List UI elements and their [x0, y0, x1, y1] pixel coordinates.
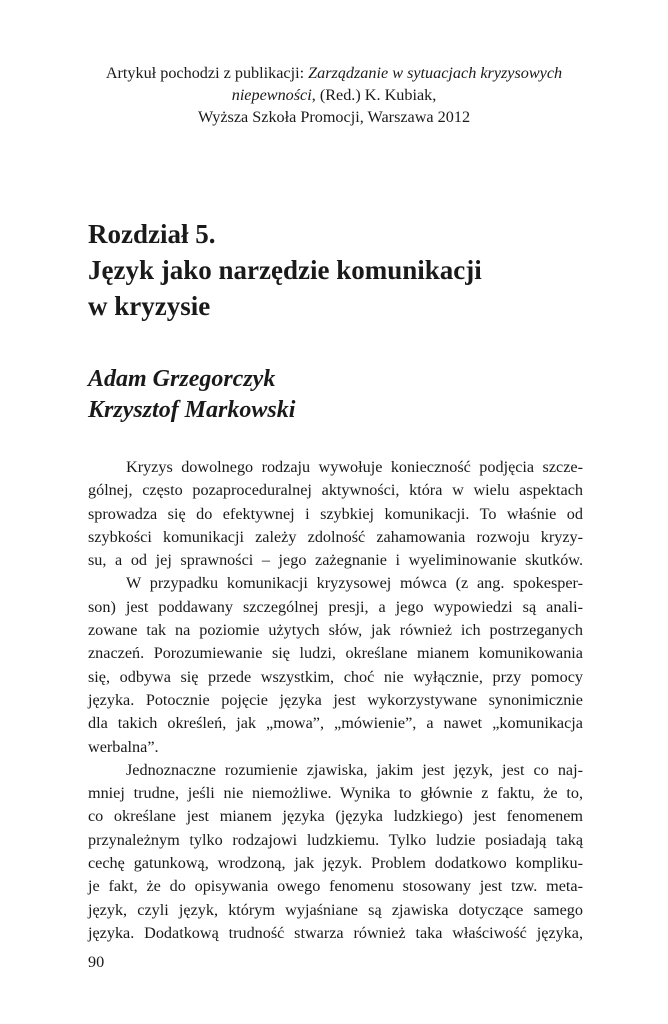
header-prefix: Artykuł pochodzi z publikacji: — [105, 64, 309, 82]
header-title-part-2: niepewności — [231, 86, 312, 104]
text-line: się, odbywa się przede wszystkim, choć nie wyłącznie, przy pomocy — [88, 667, 583, 686]
text-line: mniej trudne, jeśli nie niemożliwe. Wynika to głównie z faktu, że to, — [88, 784, 583, 803]
chapter-title — [88, 216, 608, 324]
author-name: Krzysztof Markowski — [88, 397, 296, 423]
author-name: Adam Grzegorczyk — [88, 366, 276, 392]
body-text — [88, 456, 583, 945]
chapter-number: Rozdział 5. — [88, 219, 216, 249]
authors — [88, 364, 608, 426]
chapter-title-line-1: Język jako narzędzie komunikacji — [88, 255, 482, 285]
text-line: werbalna”. — [88, 737, 159, 756]
text-line: su, a od jej sprawności – jego zażegnanie i wyeliminowanie skutków. — [88, 551, 583, 570]
text-line: gólnej, często pozaproceduralnej aktywności, która w wielu aspektach — [88, 481, 583, 500]
publication-header — [60, 62, 608, 128]
header-editor: , (Red.) K. Kubiak, — [311, 86, 437, 104]
chapter-title-line-2: w kryzysie — [88, 291, 211, 321]
header-line-2 — [60, 84, 608, 106]
text-line: sprowadza się do efektywnej i szybkiej komunikacji. To właśnie od — [88, 504, 583, 523]
text-line: język, czyli język, którym wyjaśniane są zjawiska dotyczące samego — [88, 900, 583, 919]
header-title-part-1: Zarządzanie w sytuacjach kryzysowych — [308, 64, 563, 82]
text-line: dla takich określeń, jak „mowa”, „mówienie”, a nawet „komunikacja — [88, 714, 583, 733]
text-line: cechę gatunkową, wrodzoną, jak język. Problem dodatkowo kompliku- — [88, 854, 583, 873]
text-line: szybkości komunikacji zależy zdolność zahamowania rozwoju kryzy- — [88, 527, 583, 546]
text-line: języka. Potocznie pojęcie języka jest wykorzystywane synonimicznie — [88, 690, 583, 709]
text-line: zowane tak na poziomie użytych słów, jak również ich postrzeganych — [88, 621, 583, 640]
text-line: co określane jest mianem języka (języka ludzkiego) jest fenomenem — [88, 807, 583, 826]
text-line: języka. Dodatkową trudność stwarza również taka właściwość języka, — [88, 923, 583, 942]
header-line-3: Wyższa Szkoła Promocji, Warszawa 2012 — [197, 108, 471, 126]
page-number: 90 — [88, 953, 105, 971]
text-line: je fakt, że do opisywania owego fenomenu stosowany jest tzw. meta- — [88, 877, 583, 896]
text-line: son) jest poddawany szczególnej presji, a jego wypowiedzi są anali- — [88, 597, 583, 616]
text-line: znaczeń. Porozumiewanie się ludzi, określane mianem komunikowania — [88, 644, 583, 663]
text-line: Jednoznaczne rozumienie zjawiska, jakim jest język, jest co naj- — [126, 760, 583, 779]
text-line: Kryzys dowolnego rodzaju wywołuje konieczność podjęcia szcze- — [126, 458, 583, 476]
text-line: W przypadku komunikacji kryzysowej mówca (z ang. spokesper- — [126, 574, 583, 593]
text-line: przynależnym tylko rodzajowi ludzkiemu. Tylko ludzie posiadają taką — [88, 830, 583, 849]
header-line-1 — [60, 62, 608, 84]
